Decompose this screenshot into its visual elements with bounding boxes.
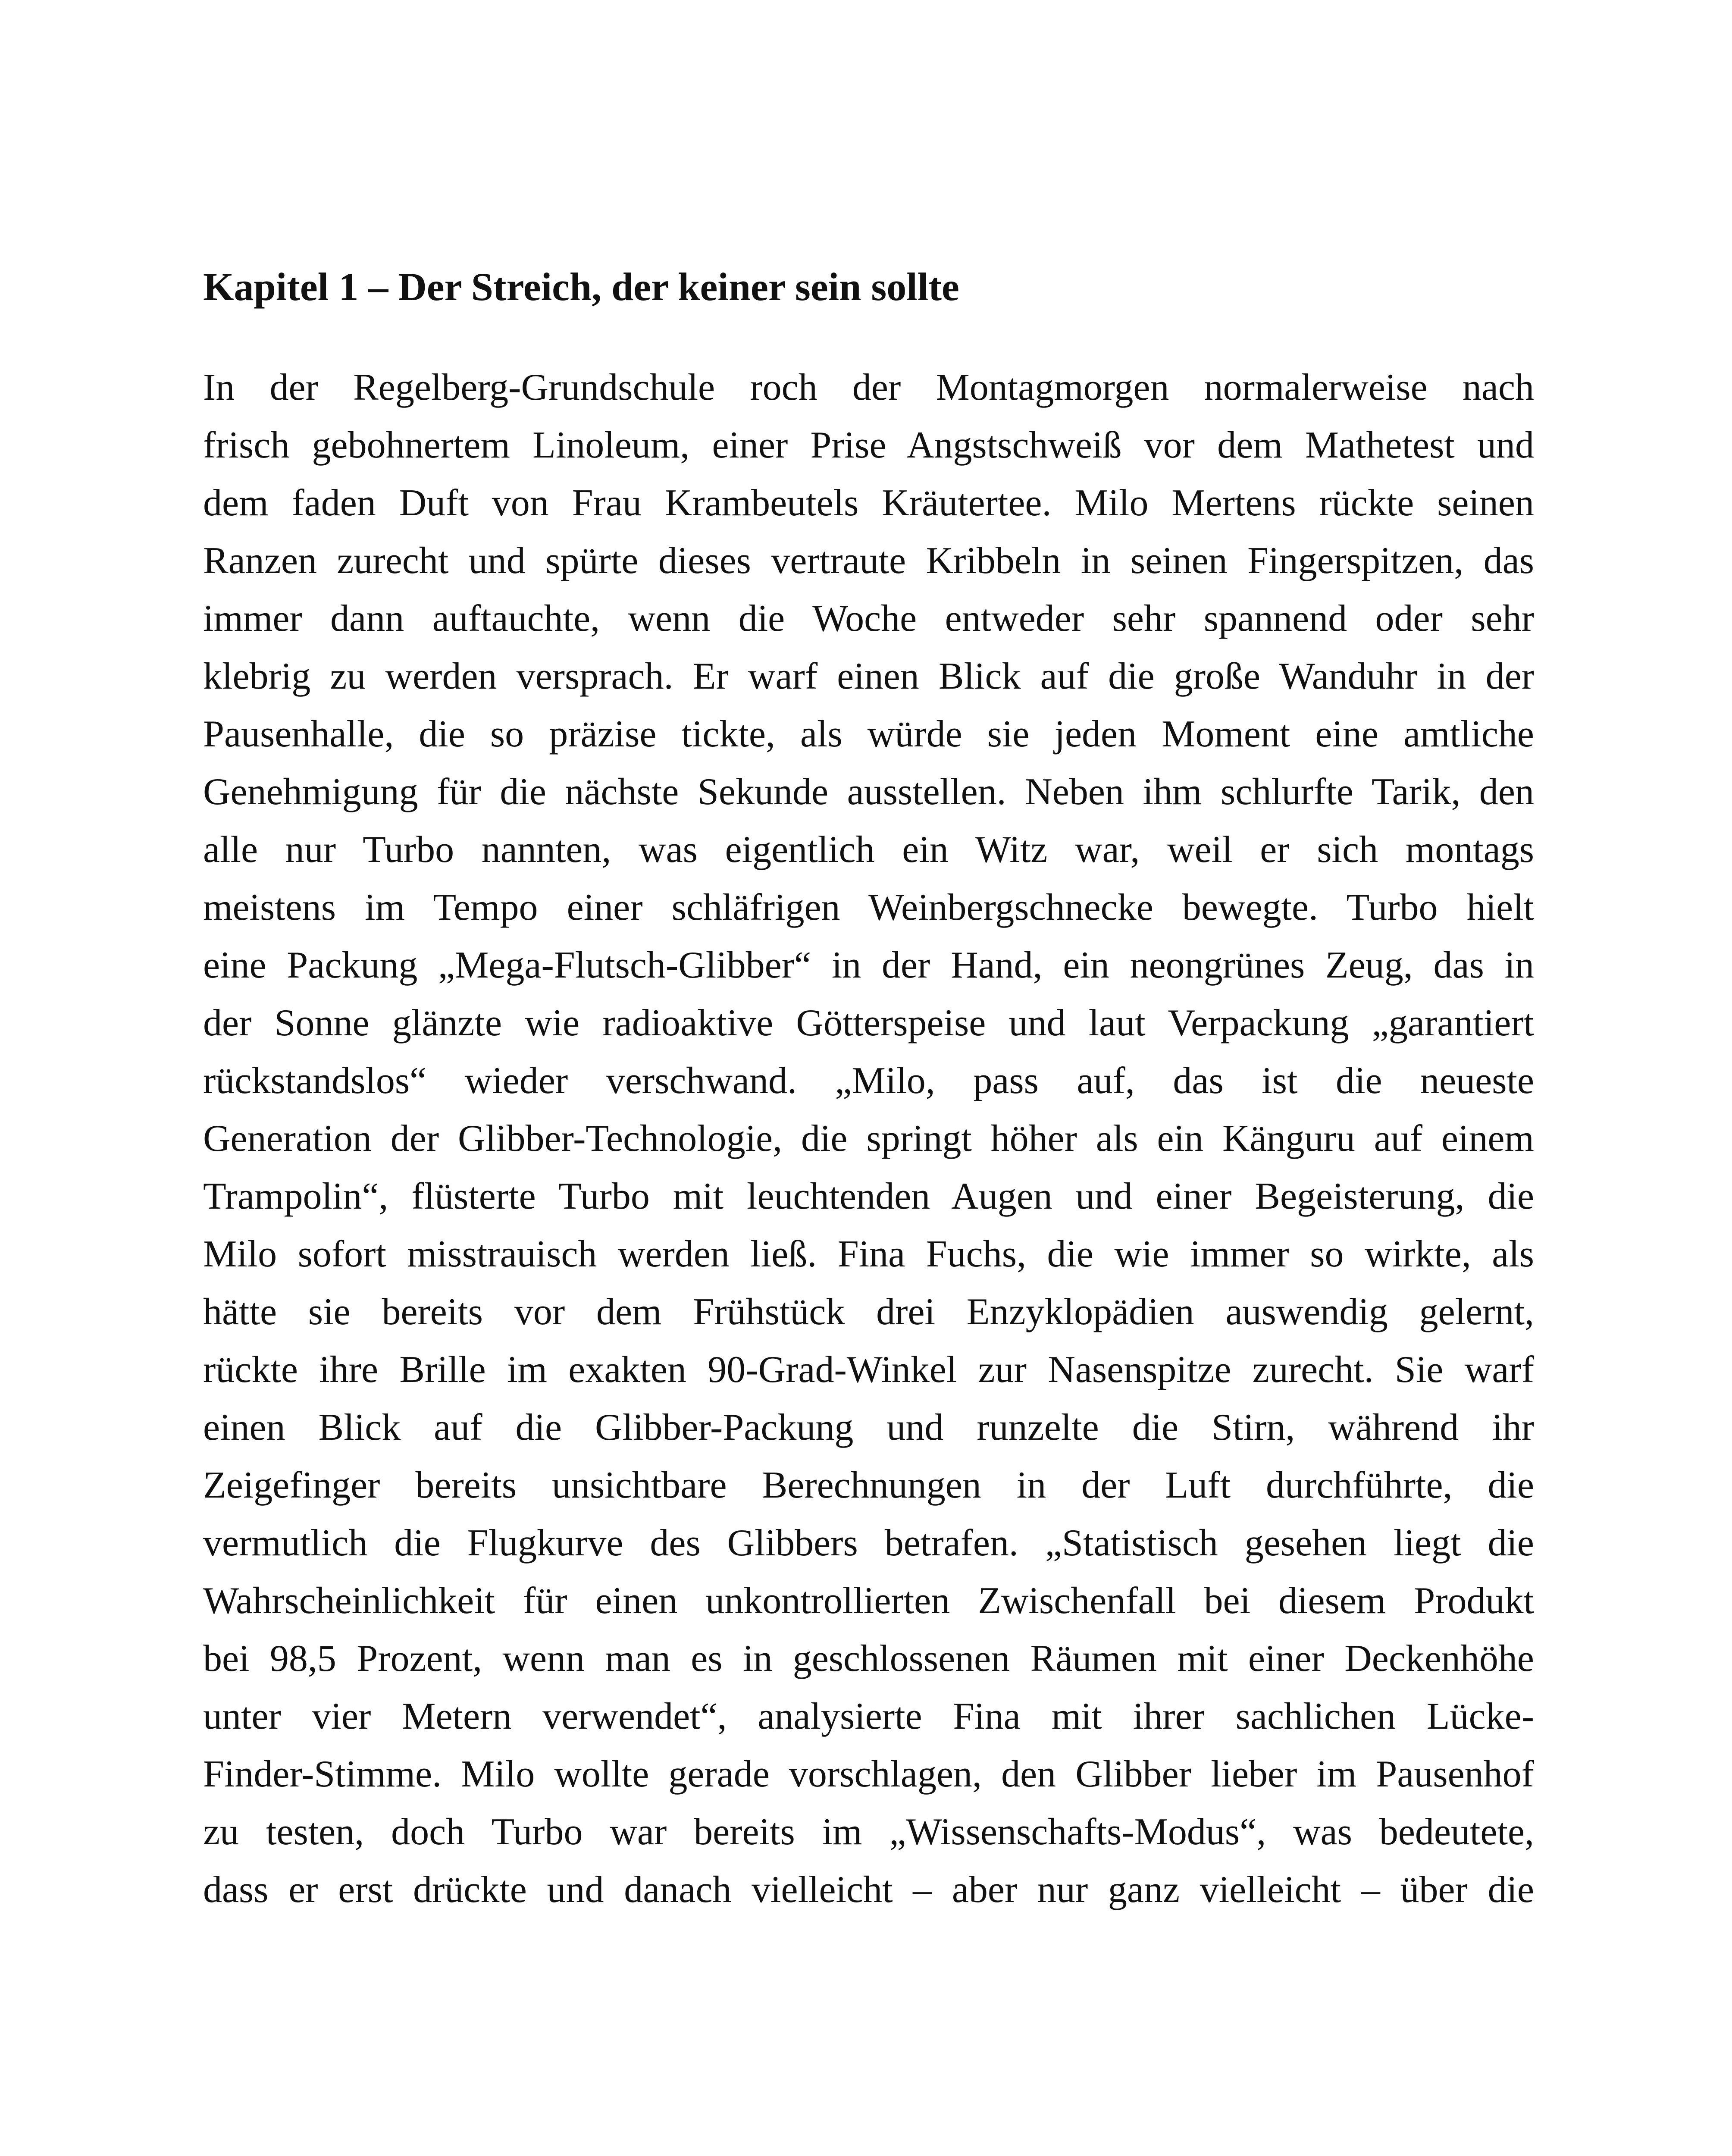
text-line: rückstandslos“ wieder verschwand. „Milo, pass auf, das ist die neueste	[203, 1060, 1534, 1102]
text-line: Zeigefinger bereits unsichtbare Berechnungen in der Luft durchführte, die	[203, 1464, 1534, 1507]
text-line: unter vier Metern verwendet“, analysierte Fina mit ihrer sachlichen Lücke-	[203, 1695, 1534, 1738]
text-line: klebrig zu werden versprach. Er warf einen Blick auf die große Wanduhr in der	[203, 655, 1534, 698]
text-line: eine Packung „Mega-Flutsch-Glibber“ in der Hand, ein neongrünes Zeug, das in	[203, 944, 1534, 987]
text-line: dem faden Duft von Frau Krambeutels Kräutertee. Milo Mertens rückte seinen	[203, 482, 1534, 524]
text-line: meistens im Tempo einer schläfrigen Weinbergschnecke bewegte. Turbo hielt	[203, 887, 1534, 929]
text-line: Genehmigung für die nächste Sekunde ausstellen. Neben ihm schlurfte Tarik, den	[203, 771, 1534, 813]
text-line: immer dann auftauchte, wenn die Woche entweder sehr spannend oder sehr	[203, 598, 1534, 640]
text-line: zu testen, doch Turbo war bereits im „Wissenschafts-Modus“, was bedeutete,	[203, 1811, 1534, 1853]
text-line: bei 98,5 Prozent, wenn man es in geschlossenen Räumen mit einer Deckenhöhe	[203, 1638, 1534, 1680]
text-line: Generation der Glibber-Technologie, die springt höher als ein Känguru auf einem	[203, 1118, 1534, 1160]
text-line: frisch gebohnertem Linoleum, einer Prise Angstschweiß vor dem Mathetest und	[203, 424, 1534, 467]
chapter-title: Kapitel 1 – Der Streich, der keiner sein sollte	[203, 265, 959, 309]
text-line: dass er erst drückte und danach vielleicht – aber nur ganz vielleicht – über die	[203, 1869, 1534, 1911]
text-line: Milo sofort misstrauisch werden ließ. Fina Fuchs, die wie immer so wirkte, als	[203, 1233, 1534, 1275]
page-content	[203, 263, 1534, 1919]
text-line: rückte ihre Brille im exakten 90-Grad-Winkel zur Nasenspitze zurecht. Sie warf	[203, 1349, 1534, 1391]
text-line: Wahrscheinlichkeit für einen unkontrollierten Zwischenfall bei diesem Produkt	[203, 1580, 1534, 1622]
body-text	[203, 359, 1534, 1919]
text-line: Finder-Stimme. Milo wollte gerade vorschlagen, den Glibber lieber im Pausenhof	[203, 1753, 1534, 1796]
text-line: Trampolin“, flüsterte Turbo mit leuchtenden Augen und einer Begeisterung, die	[203, 1175, 1534, 1218]
text-line: vermutlich die Flugkurve des Glibbers betrafen. „Statistisch gesehen liegt die	[203, 1522, 1534, 1564]
text-line: Pausenhalle, die so präzise tickte, als würde sie jeden Moment eine amtliche	[203, 713, 1534, 755]
text-line: einen Blick auf die Glibber-Packung und runzelte die Stirn, während ihr	[203, 1407, 1534, 1449]
text-line: alle nur Turbo nannten, was eigentlich ein Witz war, weil er sich montags	[203, 829, 1534, 871]
text-line: hätte sie bereits vor dem Frühstück drei Enzyklopädien auswendig gelernt,	[203, 1291, 1534, 1333]
text-line: der Sonne glänzte wie radioaktive Götterspeise und laut Verpackung „garantiert	[203, 1002, 1534, 1044]
text-line: In der Regelberg-Grundschule roch der Montagmorgen normalerweise nach	[203, 367, 1534, 409]
text-line: Ranzen zurecht und spürte dieses vertraute Kribbeln in seinen Fingerspitzen, das	[203, 540, 1534, 582]
